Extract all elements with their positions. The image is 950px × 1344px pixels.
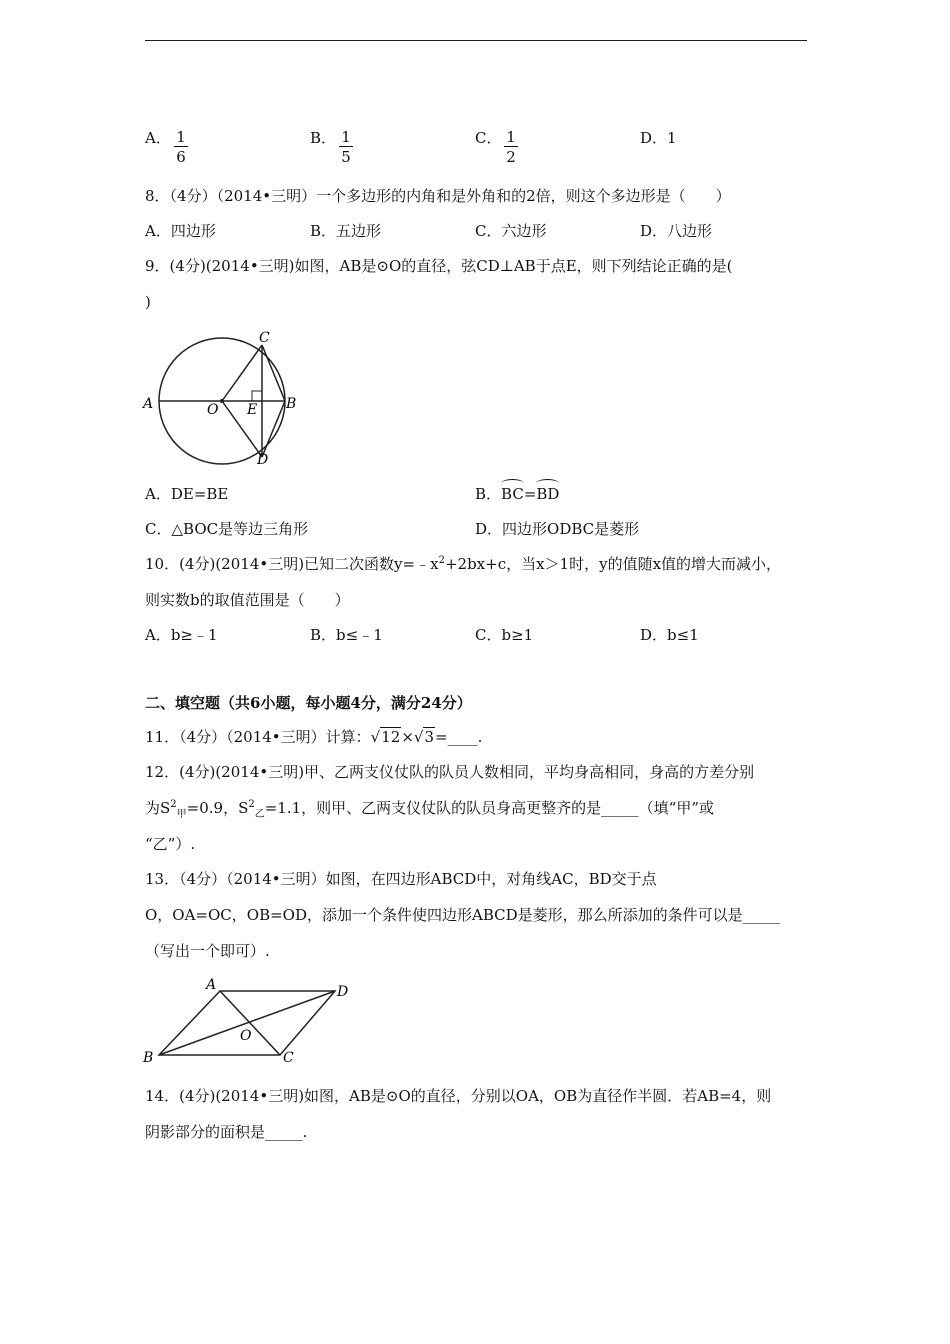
q10-stem-line1 xyxy=(145,554,781,574)
q10-stem-part2: +2bx+c，当x＞1时，y的值随x值的增大而减小， xyxy=(444,555,782,573)
radicand-3: 3 xyxy=(424,728,434,746)
q12-part-c: =1.1，则甲、乙两支仪仗队的队员身高更整齐的是 xyxy=(264,799,602,817)
q7-b-numerator: 1 xyxy=(341,128,351,146)
q11-equals: = xyxy=(435,728,448,746)
q10-exponent: 2 xyxy=(438,555,445,566)
segment-db xyxy=(262,401,285,457)
q12-sup1: 2 xyxy=(170,799,177,810)
q12-answer-blank: _____ xyxy=(601,799,639,817)
q8-option-b: B．五边形 xyxy=(310,222,382,240)
q7-option-b-label: B． xyxy=(310,129,337,147)
q7-option-c-fraction xyxy=(504,128,518,165)
header-rule xyxy=(145,40,807,41)
q8-stem: 8．（4分）（2014•三明）一个多边形的内角和是外角和的2倍，则这个多边形是（ ） xyxy=(145,187,731,205)
diagonal-ac xyxy=(220,991,280,1055)
q7-option-d-value: 1 xyxy=(667,129,677,147)
equals-sign: = xyxy=(523,485,537,503)
q13-parallelogram-figure xyxy=(140,974,360,1066)
q14-line2 xyxy=(145,1122,307,1142)
label-b: B xyxy=(286,396,297,412)
q9-circle-figure xyxy=(140,326,310,470)
arc-bd: BD xyxy=(536,485,560,503)
label-e: E xyxy=(247,402,258,418)
q9-option-d: D．四边形ODBC是菱形 xyxy=(475,520,640,538)
label-c: C xyxy=(259,330,270,346)
q7-a-numerator: 1 xyxy=(176,128,186,146)
q10-stem-line2: 则实数b的取值范围是（ ） xyxy=(145,591,350,609)
q11-answer-blank: ____ xyxy=(447,728,478,746)
q9-option-c: C．△BOC是等边三角形 xyxy=(145,520,309,538)
radicand-12: 12 xyxy=(381,728,401,746)
q7-option-a-fraction xyxy=(174,128,188,165)
right-angle-mark xyxy=(252,391,262,401)
label-c: C xyxy=(283,1050,294,1066)
label-a: A xyxy=(206,977,217,993)
label-o: O xyxy=(240,1028,252,1044)
q7-option-d xyxy=(640,128,677,148)
q12-line3: “乙”）. xyxy=(145,835,196,853)
q12-line1: 12．(4分)(2014•三明)甲、乙两支仪仗队的队员人数相同，平均身高相同，身高的方差分别 xyxy=(145,763,755,781)
q11-period: . xyxy=(477,728,483,746)
q12-part-a: 为S xyxy=(145,799,171,817)
q7-option-d-label: D． xyxy=(640,129,668,147)
q11-line xyxy=(145,727,482,747)
q9-option-b-label: B． xyxy=(475,485,502,503)
q8-option-d: D．八边形 xyxy=(640,222,713,240)
q14-stem: 阴影部分的面积是 xyxy=(145,1123,266,1141)
q12-sup2: 2 xyxy=(248,799,255,810)
q12-line2 xyxy=(145,798,714,818)
q7-c-numerator: 1 xyxy=(506,128,516,146)
q10-option-a: A．b≥﹣1 xyxy=(145,626,218,644)
q12-part-b: =0.9，S xyxy=(186,799,249,817)
q9-stem-line2: ) xyxy=(145,293,151,311)
label-b: B xyxy=(143,1050,154,1066)
label-o: O xyxy=(207,402,219,418)
q14-line1: 14．(4分)(2014•三明)如图，AB是⊙O的直径，分别以OA，OB为直径作半圆．若AB=4，则 xyxy=(145,1087,772,1105)
q8-option-c: C．六边形 xyxy=(475,222,547,240)
q10-stem-part1: 10．(4分)(2014•三明)已知二次函数y=﹣x xyxy=(145,555,439,573)
q8-option-a: A．四边形 xyxy=(145,222,216,240)
arc-bc: BC xyxy=(501,485,524,503)
q13-line2: O，OA=OC，OB=OD，添加一个条件使四边形ABCD是菱形，那么所添加的条件可以是_____ xyxy=(145,906,781,924)
q10-option-b: B．b≤﹣1 xyxy=(310,626,383,644)
q9-stem-line1: 9．(4分)(2014•三明)如图，AB是⊙O的直径，弦CD⊥AB于点E，则下列结论正确的是( xyxy=(145,257,733,275)
label-d: D xyxy=(257,452,269,468)
q10-option-c: C．b≥1 xyxy=(475,626,534,644)
q7-b-denominator: 5 xyxy=(341,148,351,166)
q14-answer-blank: _____ xyxy=(265,1123,303,1141)
q7-option-c-label: C． xyxy=(475,129,502,147)
q13-line3: （写出一个即可）. xyxy=(145,942,270,960)
q12-sub-yi: 乙 xyxy=(254,809,265,820)
q7-option-a-label: A． xyxy=(145,129,171,147)
q11-stem: 11．（4分）（2014•三明）计算： xyxy=(145,728,371,746)
q7-c-denominator: 2 xyxy=(506,148,516,166)
section-2-title: 二、填空题（共6小题，每小题4分，满分24分） xyxy=(145,694,472,712)
q7-option-b-fraction xyxy=(339,128,353,165)
center-point xyxy=(220,399,224,403)
label-d: D xyxy=(337,984,349,1000)
diagonal-bd xyxy=(159,991,335,1055)
q9-option-a: A．DE=BE xyxy=(145,485,229,503)
q9-option-b xyxy=(475,484,559,504)
q10-option-d: D．b≤1 xyxy=(640,626,699,644)
sqrt-12: √12 xyxy=(370,728,401,746)
label-a: A xyxy=(143,396,154,412)
q7-a-denominator: 6 xyxy=(176,148,186,166)
q12-sub-jia: 甲 xyxy=(176,809,187,820)
q12-part-d: （填“甲”或 xyxy=(638,799,715,817)
segment-cb xyxy=(262,345,285,401)
segment-oc xyxy=(222,345,262,401)
times-sign: × xyxy=(401,728,414,746)
q13-line1: 13．（4分）（2014•三明）如图，在四边形ABCD中，对角线AC，BD交于点 xyxy=(145,870,657,888)
sqrt-3: √3 xyxy=(413,728,434,746)
q14-period: . xyxy=(302,1123,308,1141)
